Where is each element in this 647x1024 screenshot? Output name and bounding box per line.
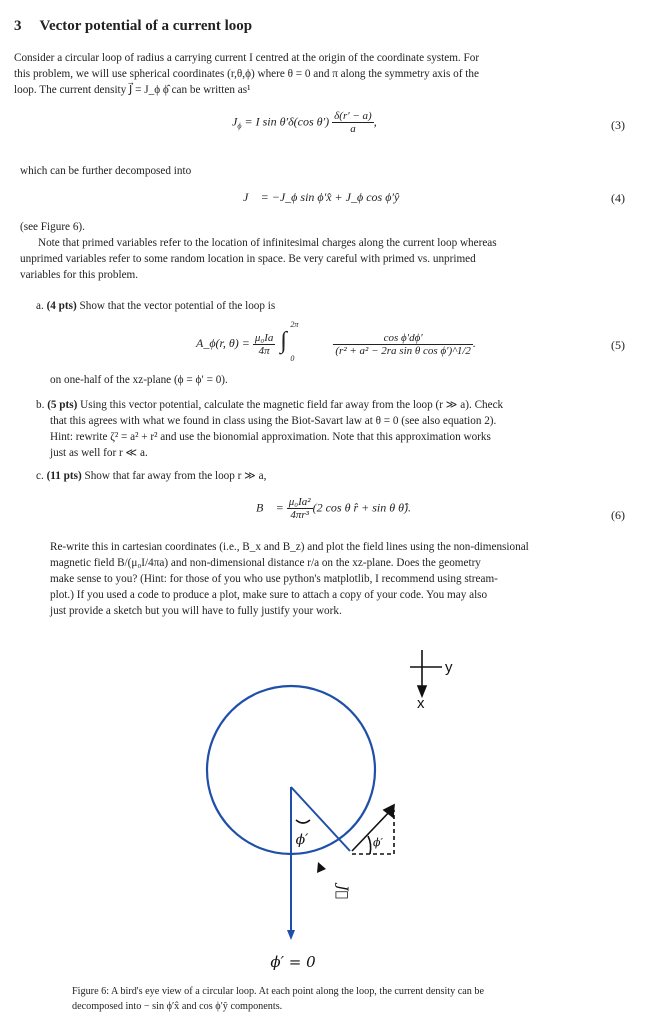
part-c-label: c. (36, 470, 44, 482)
caption-line-2: decomposed into − sin ϕ′x̂ and cos ϕ′ŷ components. (72, 1001, 283, 1012)
eq5-lhs: A_ϕ(r, θ) = (196, 335, 250, 350)
eq6-number: (6) (611, 508, 625, 522)
eq5-coef-bot: 4π (258, 344, 270, 357)
part-c-paragraph (50, 539, 624, 619)
eq5-coefficient (253, 332, 276, 357)
equation-3 (232, 110, 377, 135)
part-b-line-4: just as well for r ≪ a. (50, 447, 148, 459)
section-heading (14, 18, 252, 35)
current-vector-line (352, 809, 392, 851)
equation-4: J⃗ = −J_ϕ sin ϕ′x̂ + J_ϕ cos ϕ′ŷ (243, 190, 400, 204)
current-density-label: J⃗ (334, 884, 350, 900)
decomposed-text: which can be further decomposed into (20, 165, 192, 177)
part-c-line-2: magnetic field B/(μ₀I/4πa) and non-dimensional distance r/a on the xz-plane. Does the geometry (50, 557, 481, 569)
eq5-int-upper: 2π (290, 320, 299, 329)
section-title: Vector potential of a current loop (39, 18, 253, 34)
phi-prime-arc (296, 820, 310, 823)
part-c-line-1: Re-write this in cartesian coordinates (i.e., B_x and B_z) and plot the field lines using the non-dimensional (50, 541, 529, 553)
part-c-prompt (36, 468, 596, 484)
eq3-frac-top: δ(r′ − a) (334, 110, 372, 122)
intro-paragraph (14, 50, 620, 98)
eq3-tail: , (373, 114, 377, 129)
eq5-frac-top: cos ϕ′dϕ′ (333, 332, 473, 345)
eq5-fraction (333, 332, 473, 357)
eq6-body: (2 cos θ r̂ + sin θ θ̂). (312, 500, 412, 515)
part-c-line-4: plot.) If you used a code to produce a plot, make sure to attach a copy of your code. You may also (50, 589, 488, 601)
part-b-line-1-text: Using this vector potential, calculate the magnetic field far away from the loop (r ≫ a). Check (80, 399, 504, 411)
phi-prime-small-label: ϕ′ (373, 836, 383, 849)
eq5-coef-top: μ₀Ia (254, 331, 274, 344)
eq4-number: (4) (611, 191, 625, 205)
equation-6 (256, 496, 411, 521)
eq3-frac-bot: a (350, 123, 356, 135)
phi-prime-label: ϕ′ (295, 832, 309, 848)
note-line-3: variables for this problem. (20, 269, 139, 281)
part-b-label: b. (36, 399, 45, 411)
eq5-tail: . (472, 335, 476, 350)
phi-zero-arrow-icon (287, 930, 295, 940)
section-number: 3 (14, 18, 22, 34)
loop-direction-arrow-icon (317, 862, 326, 873)
part-a-label: a. (36, 300, 44, 312)
eq6-lhs: B⃗ = (256, 500, 284, 515)
axes-glyph (410, 650, 453, 712)
figure-caption (72, 984, 602, 1014)
intro-line-2: this problem, we will use spherical coordinates (r,θ,ϕ) where θ = 0 and π along the symmetry axis of the (14, 68, 479, 80)
equation-5 (196, 320, 476, 363)
intro-line-3: loop. The current density J⃗ = J_ϕ ϕ̂ can be written as¹ (14, 84, 251, 96)
intro-line-1: Consider a circular loop of radius a carrying current I centred at the origin of the coordinate system. For (14, 52, 480, 64)
part-b-points: (5 pts) (47, 399, 78, 411)
axis-y-label: y (445, 659, 453, 676)
phi-prime-small-arc (368, 836, 371, 854)
eq6-fraction (287, 496, 313, 521)
part-b-line-3: Hint: rewrite ζ² = a² + r² and use the bionomial approximation. Note that this approximation works (50, 431, 491, 443)
part-a-points: (4 pts) (46, 300, 77, 312)
see-figure-text: (see Figure 6). (20, 221, 85, 233)
caption-line-1: Figure 6: A bird's eye view of a circular loop. At each point along the loop, the current density can be (72, 986, 485, 997)
note-paragraph (20, 235, 623, 283)
eq5-number: (5) (611, 338, 625, 352)
eq3-body: = I sin θ′δ(cos θ′) (241, 114, 330, 129)
part-c-line-5: just provide a sketch but you will have to fully justify your work. (50, 605, 342, 617)
eq3-sub: ϕ (237, 121, 242, 131)
part-c-line-3: make sense to you? (Hint: for those of you who use python's matplotlib, I recommend using stream- (50, 573, 498, 585)
part-b-line-1 (36, 397, 624, 413)
part-c-text: Show that far away from the loop r ≫ a, (84, 470, 267, 482)
eq3-lhs: J (232, 114, 238, 129)
part-a-after: on one-half of the xz-plane (ϕ = ϕ′ = 0). (50, 374, 228, 386)
eq5-int-lower: 0 (290, 354, 295, 363)
figure-6-diagram (0, 630, 647, 980)
note-line-2: unprimed variables refer to some random location in space. Be very careful with primed vs. unprimed (20, 253, 476, 265)
part-a-text: Show that the vector potential of the loop is (79, 300, 276, 312)
note-line-1: Note that primed variables refer to the location of infinitesimal charges along the current loop whereas (38, 237, 497, 249)
integral-sign-icon: ∫ (280, 328, 287, 354)
eq5-integral (278, 320, 300, 363)
axis-x-label: x (417, 695, 425, 712)
phi-zero-label: ϕ′ = 0 (270, 953, 316, 971)
eq5-frac-bot: (r² + a² − 2ra sin θ cos ϕ′)^1/2 (335, 344, 471, 357)
eq3-number: (3) (611, 118, 625, 132)
part-b-paragraph (36, 397, 624, 461)
eq3-fraction (332, 110, 374, 135)
part-c-points: (11 pts) (46, 470, 82, 482)
eq6-frac-bot: 4πr³ (290, 509, 309, 521)
eq6-frac-top: μ₀Ia² (288, 496, 311, 508)
part-b-line-2: that this agrees with what we found in class using the Biot-Savart law at θ = 0 (see also equation 2). (50, 415, 497, 427)
part-a-prompt (36, 298, 596, 314)
